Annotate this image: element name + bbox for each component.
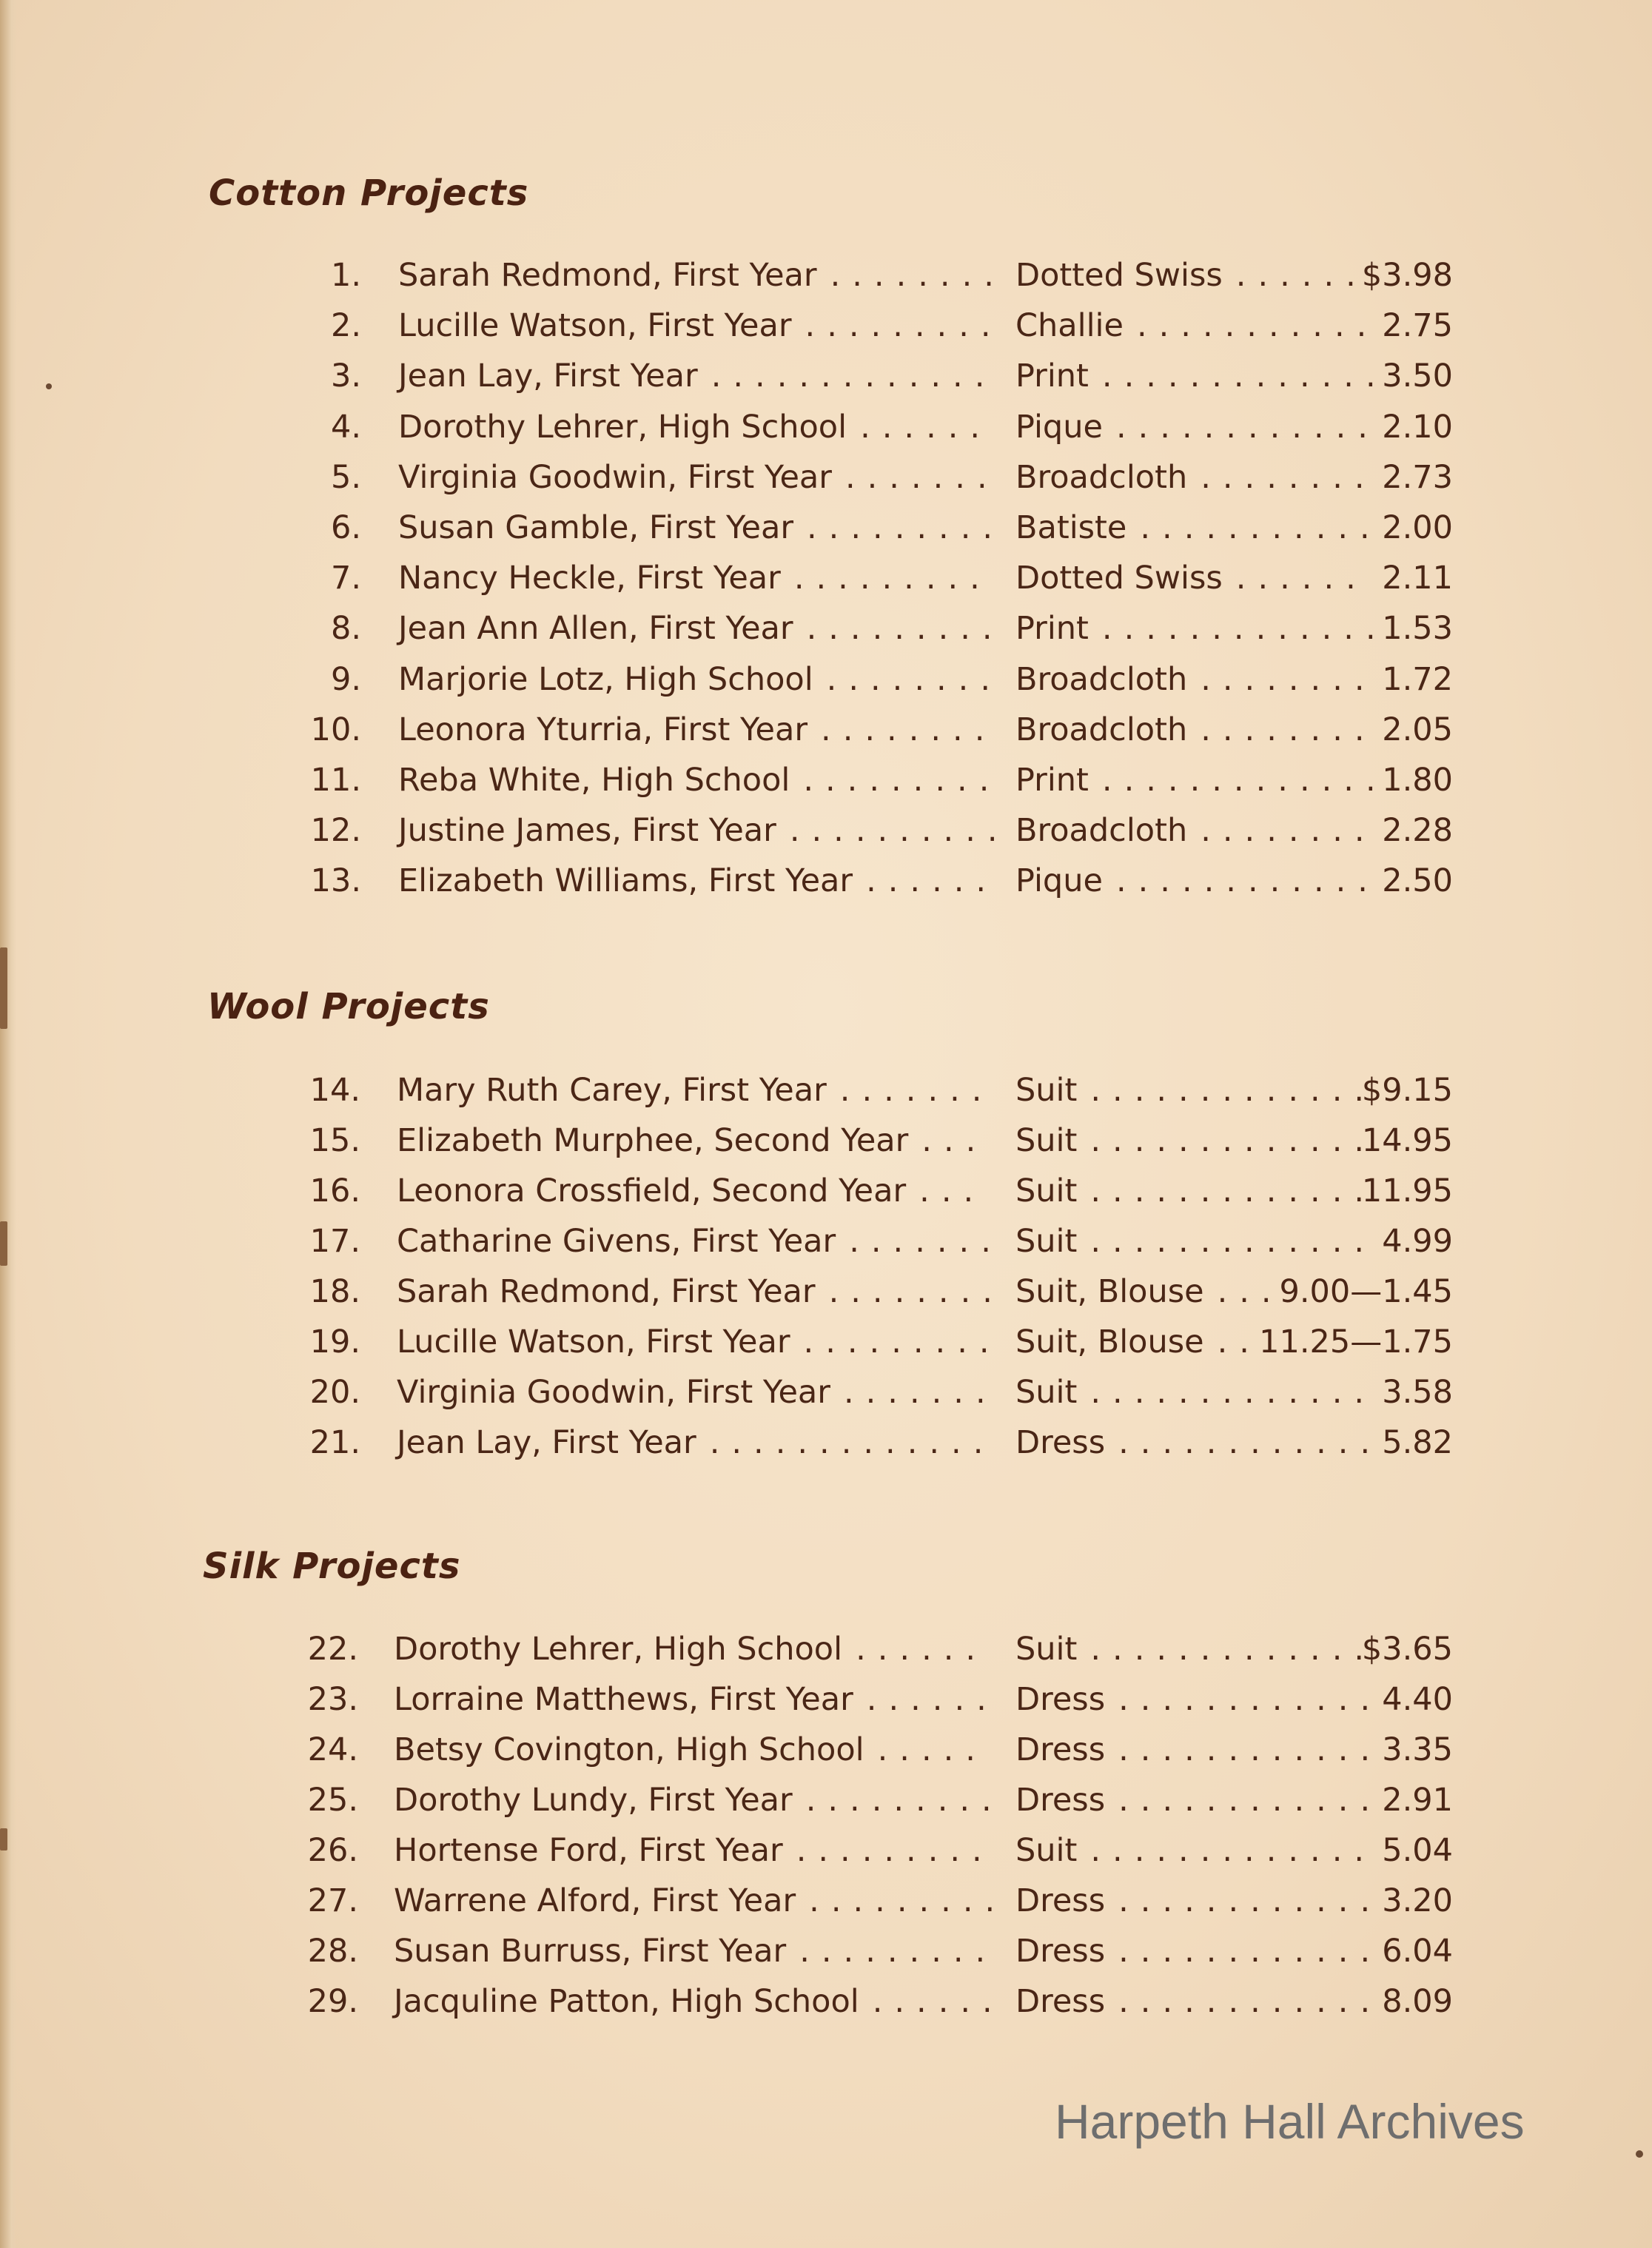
list-item bbox=[0, 1122, 1652, 1167]
item-number: 22. bbox=[307, 1631, 358, 1668]
price: 3.50 bbox=[1382, 358, 1453, 395]
leader-dots: ........... bbox=[1140, 509, 1382, 546]
price: 9.00—1.45 bbox=[1279, 1273, 1453, 1310]
fabric-type: Dress bbox=[1015, 1882, 1106, 1919]
item-number: 21. bbox=[309, 1424, 360, 1461]
leader-dots: ............. bbox=[1090, 1832, 1377, 1869]
list-item bbox=[0, 812, 1652, 856]
fabric-type: Suit, Blouse bbox=[1015, 1273, 1204, 1310]
price: 2.28 bbox=[1382, 812, 1453, 849]
list-item bbox=[0, 862, 1652, 907]
student-name: Jacquline Patton, High School bbox=[394, 1983, 859, 2020]
leader-dots: ....... bbox=[839, 1072, 994, 1109]
item-number: 2. bbox=[330, 307, 361, 344]
list-item bbox=[0, 661, 1652, 705]
price: 3.58 bbox=[1382, 1374, 1453, 1411]
leader-dots: ............. bbox=[1090, 1223, 1377, 1260]
fabric-type: Print bbox=[1015, 762, 1089, 799]
leader-dots: ......... bbox=[807, 509, 1005, 546]
edge-mark bbox=[0, 947, 7, 1029]
list-item bbox=[0, 610, 1652, 654]
leader-dots: ............. bbox=[711, 358, 997, 395]
student-name: Reba White, High School bbox=[398, 762, 790, 799]
student-name: Dorothy Lehrer, High School bbox=[398, 409, 847, 446]
item-number: 16. bbox=[309, 1172, 360, 1209]
list-item bbox=[0, 1273, 1652, 1318]
price: 2.11 bbox=[1382, 560, 1453, 597]
item-number: 4. bbox=[330, 409, 361, 446]
student-name: Warrene Alford, First Year bbox=[394, 1882, 796, 1919]
list-item bbox=[0, 711, 1652, 756]
price: 2.73 bbox=[1382, 459, 1453, 496]
fabric-type: Dress bbox=[1015, 1782, 1106, 1819]
list-item bbox=[0, 1983, 1652, 2027]
list-item bbox=[0, 257, 1652, 301]
list-item bbox=[0, 1374, 1652, 1418]
fabric-type: Dress bbox=[1015, 1933, 1106, 1970]
price: 8.09 bbox=[1382, 1983, 1453, 2020]
item-number: 9. bbox=[330, 661, 361, 698]
leader-dots: ........ bbox=[830, 257, 1006, 294]
leader-dots: ......... bbox=[809, 1882, 1007, 1919]
leader-dots: ......... bbox=[806, 610, 1004, 647]
leader-dots: ........ bbox=[828, 1273, 1004, 1310]
fabric-type: Print bbox=[1015, 358, 1089, 395]
list-item bbox=[0, 1323, 1652, 1368]
item-number: 18. bbox=[309, 1273, 360, 1310]
fabric-type: Pique bbox=[1015, 409, 1103, 446]
leader-dots: ...... bbox=[866, 862, 998, 899]
fabric-type: Dotted Swiss bbox=[1015, 257, 1223, 294]
leader-dots: ............ bbox=[1118, 1731, 1383, 1768]
leader-dots: ............. bbox=[1101, 610, 1388, 647]
price: $3.98 bbox=[1361, 257, 1453, 294]
section-title: Silk Projects bbox=[203, 1546, 461, 1587]
list-item bbox=[0, 509, 1652, 554]
item-number: 29. bbox=[307, 1983, 358, 2020]
fabric-type: Suit bbox=[1015, 1223, 1078, 1260]
leader-dots: ........... bbox=[1136, 307, 1379, 344]
item-number: 5. bbox=[330, 459, 361, 496]
price: 1.53 bbox=[1382, 610, 1453, 647]
fabric-type: Broadcloth bbox=[1015, 459, 1188, 496]
leader-dots: ............. bbox=[1090, 1172, 1377, 1209]
leader-dots: ............ bbox=[1118, 1983, 1383, 2020]
leader-dots: ............. bbox=[709, 1424, 995, 1461]
price: 1.72 bbox=[1382, 661, 1453, 698]
fabric-type: Suit bbox=[1015, 1374, 1078, 1411]
list-item bbox=[0, 1223, 1652, 1267]
price: 2.75 bbox=[1382, 307, 1453, 344]
item-number: 26. bbox=[307, 1832, 358, 1869]
leader-dots: ............. bbox=[1101, 762, 1388, 799]
item-number: 10. bbox=[310, 711, 361, 748]
leader-dots: ......... bbox=[803, 1323, 1001, 1360]
list-item bbox=[0, 1424, 1652, 1469]
item-number: 19. bbox=[309, 1323, 360, 1360]
leader-dots: ............. bbox=[1090, 1122, 1377, 1159]
student-name: Virginia Goodwin, First Year bbox=[398, 459, 832, 496]
fabric-type: Print bbox=[1015, 610, 1089, 647]
leader-dots: ......... bbox=[803, 762, 1001, 799]
item-number: 3. bbox=[330, 358, 361, 395]
item-number: 13. bbox=[310, 862, 361, 899]
student-name: Sarah Redmond, First Year bbox=[398, 257, 817, 294]
price: 11.25—1.75 bbox=[1259, 1323, 1453, 1360]
price: 5.04 bbox=[1382, 1832, 1453, 1869]
price: $3.65 bbox=[1361, 1631, 1453, 1668]
leader-dots: ............. bbox=[1090, 1374, 1377, 1411]
item-number: 8. bbox=[330, 610, 361, 647]
fabric-type: Batiste bbox=[1015, 509, 1127, 546]
item-number: 12. bbox=[310, 812, 361, 849]
price: 2.05 bbox=[1382, 711, 1453, 748]
section-title: Wool Projects bbox=[207, 986, 490, 1027]
price: 14.95 bbox=[1361, 1122, 1453, 1159]
fabric-type: Dress bbox=[1015, 1983, 1106, 2020]
leader-dots: ........ bbox=[1201, 812, 1377, 849]
fabric-type: Dotted Swiss bbox=[1015, 560, 1223, 597]
fabric-type: Broadcloth bbox=[1015, 661, 1188, 698]
item-number: 1. bbox=[330, 257, 361, 294]
student-name: Betsy Covington, High School bbox=[394, 1731, 864, 1768]
fabric-type: Suit bbox=[1015, 1832, 1078, 1869]
price: 2.91 bbox=[1382, 1782, 1453, 1819]
item-number: 20. bbox=[309, 1374, 360, 1411]
leader-dots: ...... bbox=[872, 1983, 1004, 2020]
fabric-type: Pique bbox=[1015, 862, 1103, 899]
paper-speck bbox=[1636, 2150, 1643, 2158]
fabric-type: Broadcloth bbox=[1015, 711, 1188, 748]
student-name: Mary Ruth Carey, First Year bbox=[397, 1072, 827, 1109]
list-item bbox=[0, 1882, 1652, 1927]
price: 3.20 bbox=[1382, 1882, 1453, 1919]
fabric-type: Broadcloth bbox=[1015, 812, 1188, 849]
item-number: 7. bbox=[330, 560, 361, 597]
leader-dots: ............ bbox=[1115, 409, 1380, 446]
student-name: Leonora Yturria, First Year bbox=[398, 711, 808, 748]
archive-watermark: Harpeth Hall Archives bbox=[1055, 2094, 1525, 2149]
leader-dots: ........ bbox=[1201, 711, 1377, 748]
leader-dots: ......... bbox=[793, 560, 992, 597]
fabric-type: Dress bbox=[1015, 1731, 1106, 1768]
leader-dots: ...... bbox=[1235, 257, 1368, 294]
student-name: Lorraine Matthews, First Year bbox=[394, 1681, 853, 1718]
price: 4.40 bbox=[1382, 1681, 1453, 1718]
price: 5.82 bbox=[1382, 1424, 1453, 1461]
student-name: Dorothy Lundy, First Year bbox=[394, 1782, 793, 1819]
student-name: Leonora Crossfield, Second Year bbox=[397, 1172, 907, 1209]
leader-dots: ....... bbox=[849, 1223, 1003, 1260]
student-name: Lucille Watson, First Year bbox=[398, 307, 792, 344]
price: 1.80 bbox=[1382, 762, 1453, 799]
item-number: 17. bbox=[309, 1223, 360, 1260]
price: 3.35 bbox=[1382, 1731, 1453, 1768]
student-name: Hortense Ford, First Year bbox=[394, 1832, 783, 1869]
leader-dots: ... bbox=[921, 1122, 988, 1159]
leader-dots: ...... bbox=[1235, 560, 1368, 597]
fabric-type: Suit bbox=[1015, 1072, 1078, 1109]
student-name: Marjorie Lotz, High School bbox=[398, 661, 813, 698]
leader-dots: ......... bbox=[805, 307, 1003, 344]
leader-dots: ... bbox=[1217, 1273, 1283, 1310]
student-name: Jean Lay, First Year bbox=[398, 358, 698, 395]
leader-dots: ............ bbox=[1118, 1933, 1383, 1970]
leader-dots: ...... bbox=[866, 1681, 998, 1718]
list-item bbox=[0, 1731, 1652, 1776]
student-name: Elizabeth Williams, First Year bbox=[398, 862, 853, 899]
student-name: Dorothy Lehrer, High School bbox=[394, 1631, 843, 1668]
student-name: Jean Lay, First Year bbox=[397, 1424, 696, 1461]
list-item bbox=[0, 1631, 1652, 1675]
list-item bbox=[0, 459, 1652, 503]
item-number: 24. bbox=[307, 1731, 358, 1768]
item-number: 28. bbox=[307, 1933, 358, 1970]
item-number: 23. bbox=[307, 1681, 358, 1718]
leader-dots: ............ bbox=[1118, 1882, 1383, 1919]
leader-dots: ............ bbox=[1118, 1424, 1383, 1461]
leader-dots: ..... bbox=[877, 1731, 987, 1768]
fabric-type: Suit bbox=[1015, 1122, 1078, 1159]
student-name: Justine James, First Year bbox=[398, 812, 776, 849]
price: 6.04 bbox=[1382, 1933, 1453, 1970]
student-name: Virginia Goodwin, First Year bbox=[397, 1374, 830, 1411]
price: $9.15 bbox=[1361, 1072, 1453, 1109]
fabric-type: Suit bbox=[1015, 1172, 1078, 1209]
leader-dots: ......... bbox=[799, 1933, 998, 1970]
leader-dots: .. bbox=[1217, 1323, 1261, 1360]
list-item bbox=[0, 1172, 1652, 1217]
list-item bbox=[0, 1832, 1652, 1876]
leader-dots: ........ bbox=[1201, 661, 1377, 698]
list-item bbox=[0, 307, 1652, 352]
item-number: 6. bbox=[330, 509, 361, 546]
item-number: 25. bbox=[307, 1782, 358, 1819]
leader-dots: ........ bbox=[826, 661, 1003, 698]
student-name: Lucille Watson, First Year bbox=[397, 1323, 790, 1360]
student-name: Elizabeth Murphee, Second Year bbox=[397, 1122, 909, 1159]
price: 4.99 bbox=[1382, 1223, 1453, 1260]
leader-dots: ............. bbox=[1090, 1072, 1377, 1109]
fabric-type: Challie bbox=[1015, 307, 1124, 344]
student-name: Susan Burruss, First Year bbox=[394, 1933, 787, 1970]
leader-dots: ............ bbox=[1115, 862, 1380, 899]
item-number: 11. bbox=[310, 762, 361, 799]
leader-dots: ............. bbox=[1090, 1631, 1377, 1668]
leader-dots: ....... bbox=[843, 1374, 998, 1411]
student-name: Susan Gamble, First Year bbox=[398, 509, 794, 546]
item-number: 14. bbox=[309, 1072, 360, 1109]
fabric-type: Dress bbox=[1015, 1424, 1106, 1461]
price: 2.50 bbox=[1382, 862, 1453, 899]
list-item bbox=[0, 560, 1652, 604]
leader-dots: ........ bbox=[821, 711, 997, 748]
leader-dots: ......... bbox=[796, 1832, 994, 1869]
list-item bbox=[0, 1072, 1652, 1116]
section-title: Cotton Projects bbox=[209, 172, 529, 214]
fabric-type: Suit, Blouse bbox=[1015, 1323, 1204, 1360]
price: 2.00 bbox=[1382, 509, 1453, 546]
leader-dots: ...... bbox=[860, 409, 993, 446]
leader-dots: ......... bbox=[805, 1782, 1004, 1819]
list-item bbox=[0, 762, 1652, 806]
fabric-type: Suit bbox=[1015, 1631, 1078, 1668]
item-number: 15. bbox=[309, 1122, 360, 1159]
leader-dots: ....... bbox=[845, 459, 999, 496]
leader-dots: ... bbox=[919, 1172, 986, 1209]
list-item bbox=[0, 1782, 1652, 1826]
price: 11.95 bbox=[1361, 1172, 1453, 1209]
list-item bbox=[0, 1933, 1652, 1977]
student-name: Nancy Heckle, First Year bbox=[398, 560, 781, 597]
list-item bbox=[0, 409, 1652, 453]
leader-dots: ............ bbox=[1118, 1782, 1383, 1819]
student-name: Catharine Givens, First Year bbox=[397, 1223, 836, 1260]
list-item bbox=[0, 358, 1652, 402]
leader-dots: ........ bbox=[1201, 459, 1377, 496]
list-item bbox=[0, 1681, 1652, 1725]
leader-dots: ............. bbox=[1101, 358, 1388, 395]
leader-dots: ...... bbox=[856, 1631, 988, 1668]
student-name: Sarah Redmond, First Year bbox=[397, 1273, 816, 1310]
leader-dots: ............ bbox=[1118, 1681, 1383, 1718]
student-name: Jean Ann Allen, First Year bbox=[398, 610, 793, 647]
price: 2.10 bbox=[1382, 409, 1453, 446]
fabric-type: Dress bbox=[1015, 1681, 1106, 1718]
item-number: 27. bbox=[307, 1882, 358, 1919]
leader-dots: .......... bbox=[789, 812, 1010, 849]
